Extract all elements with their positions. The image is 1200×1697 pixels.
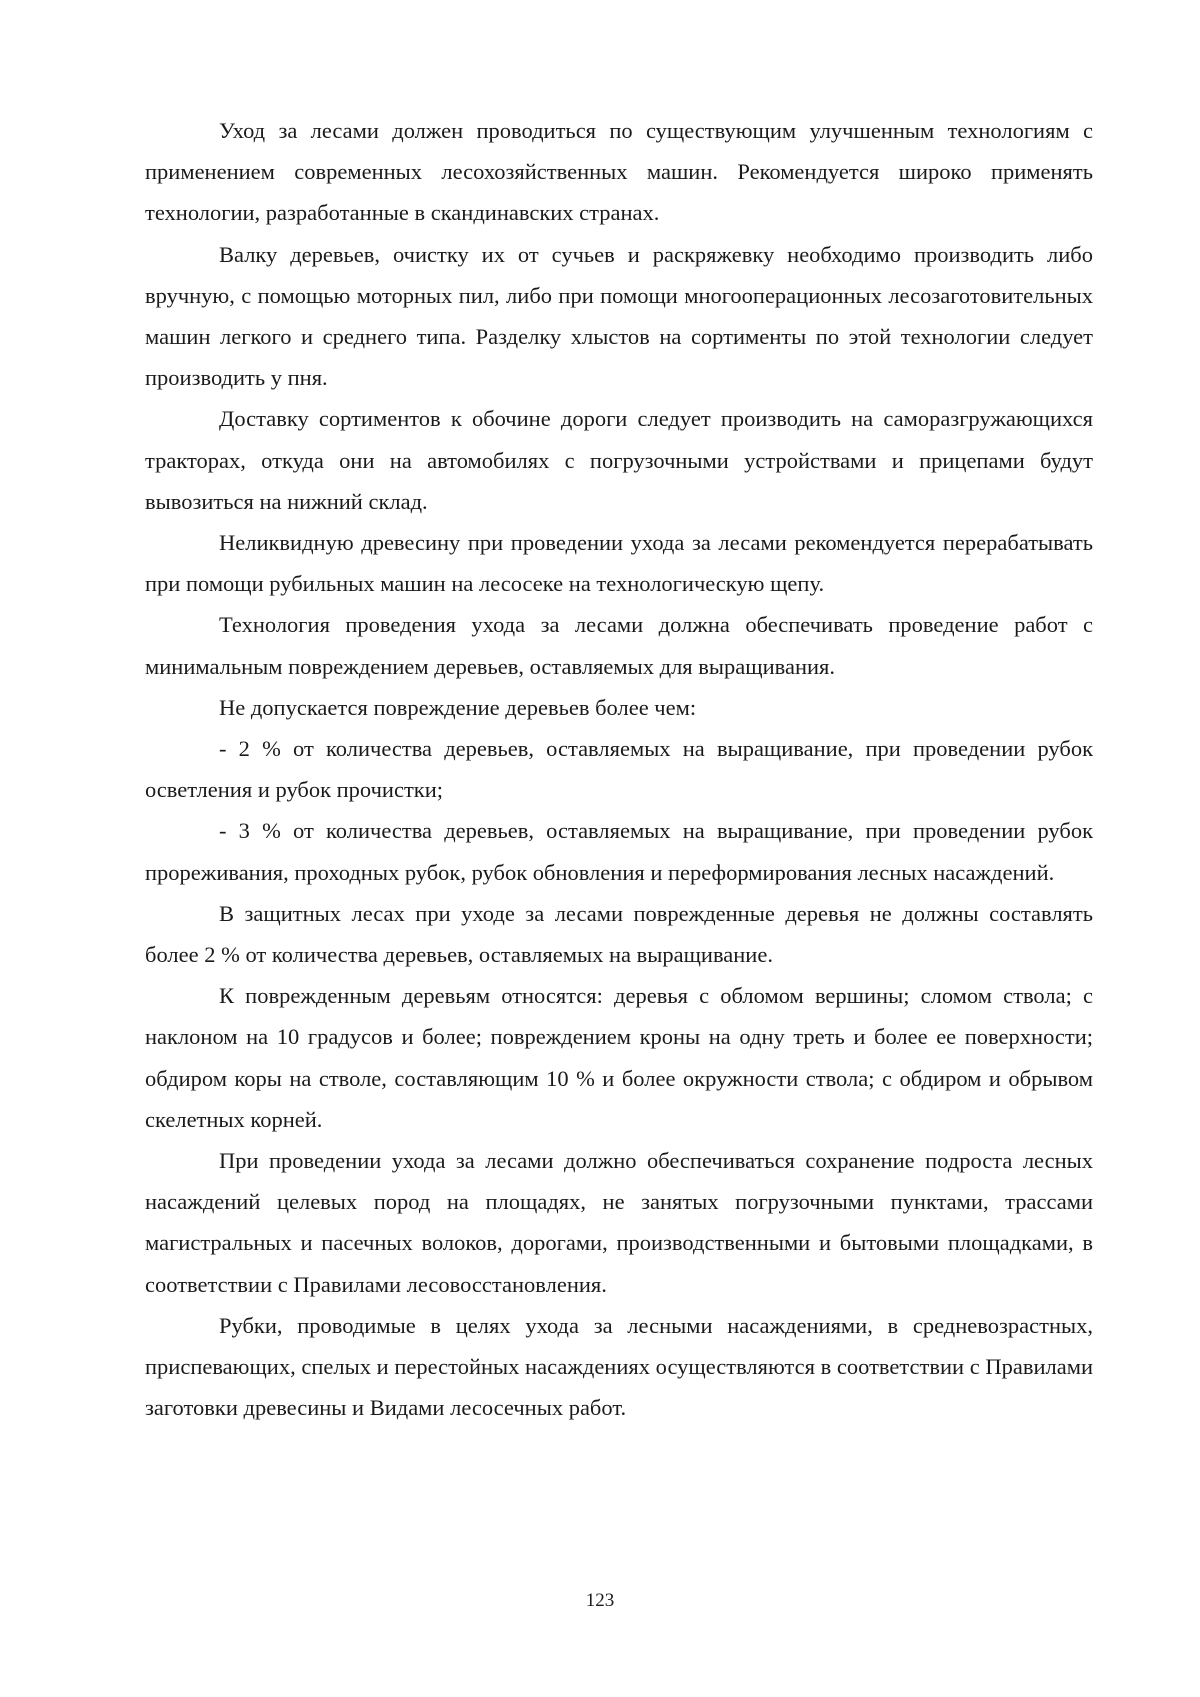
paragraph: В защитных лесах при уходе за лесами поврежденные деревья не должны составлять более 2 % от количества деревьев, оставляемых на выращивание. — [145, 900, 1093, 968]
paragraph: Рубки, проводимые в целях ухода за лесными насаждениями, в средневозрастных, приспевающих, спелых и перестойных насаждениях осуществляются в соответствии с Правилами заготовки древесины и Видами лесосечных работ. — [145, 1312, 1093, 1421]
list-item: - 3 % от количества деревьев, оставляемых на выращивание, при проведении рубок прореживания, проходных рубок, рубок обновления и переформирования лесных насаждений. — [145, 818, 1093, 885]
paragraph: Уход за лесами должен проводиться по существующим улучшенным технологиям с применением современных лесохозяйственных машин. Рекомендуется широко применять технологии, разработанные в скандинавских странах. — [145, 118, 1093, 226]
page-number: 123 — [585, 1590, 615, 1611]
paragraph: Неликвидную древесину при проведении ухода за лесами рекомендуется перерабатывать при помощи рубильных машин на лесосеке на технологическую щепу. — [145, 530, 1093, 597]
paragraph: При проведении ухода за лесами должно обеспечиваться сохранение подроста лесных насаждений целевых пород на площадях, не занятых погрузочными пунктами, трассами магистральных и пасечных волоков, дорогами, производственными и бытовыми площадками, в соответствии с Правилами лесовосстановления. — [145, 1148, 1093, 1297]
paragraph: Доставку сортиментов к обочине дороги следует производить на саморазгружающихся тракторах, откуда они на автомобилях с погрузочными устройствами и прицепами будут вывозиться на нижний склад. — [145, 406, 1093, 514]
body-text — [145, 110, 1093, 1429]
paragraph: К поврежденным деревьям относятся: деревья с обломом вершины; сломом ствола; с наклоном на 10 градусов и более; повреждением кроны на одну треть и более ее поверхности; обдиром коры на стволе, составляющим 10 % и более окружности ствола; с обдиром и обрывом скелетных корней. — [145, 983, 1093, 1132]
paragraph: Валку деревьев, очистку их от сучьев и раскряжевку необходимо производить либо вручную, с помощью моторных пил, либо при помощи многооперационных лесозаготовительных машин легкого и среднего типа. Разделку хлыстов на сортименты по этой технологии следует производить у пня. — [145, 241, 1093, 391]
paragraph: Технология проведения ухода за лесами должна обеспечивать проведение работ с минимальным повреждением деревьев, оставляемых для выращивания. — [145, 612, 1093, 679]
list-item: - 2 % от количества деревьев, оставляемых на выращивание, при проведении рубок осветления и рубок прочистки; — [145, 736, 1093, 803]
paragraph: Не допускается повреждение деревьев более чем: — [219, 694, 697, 720]
